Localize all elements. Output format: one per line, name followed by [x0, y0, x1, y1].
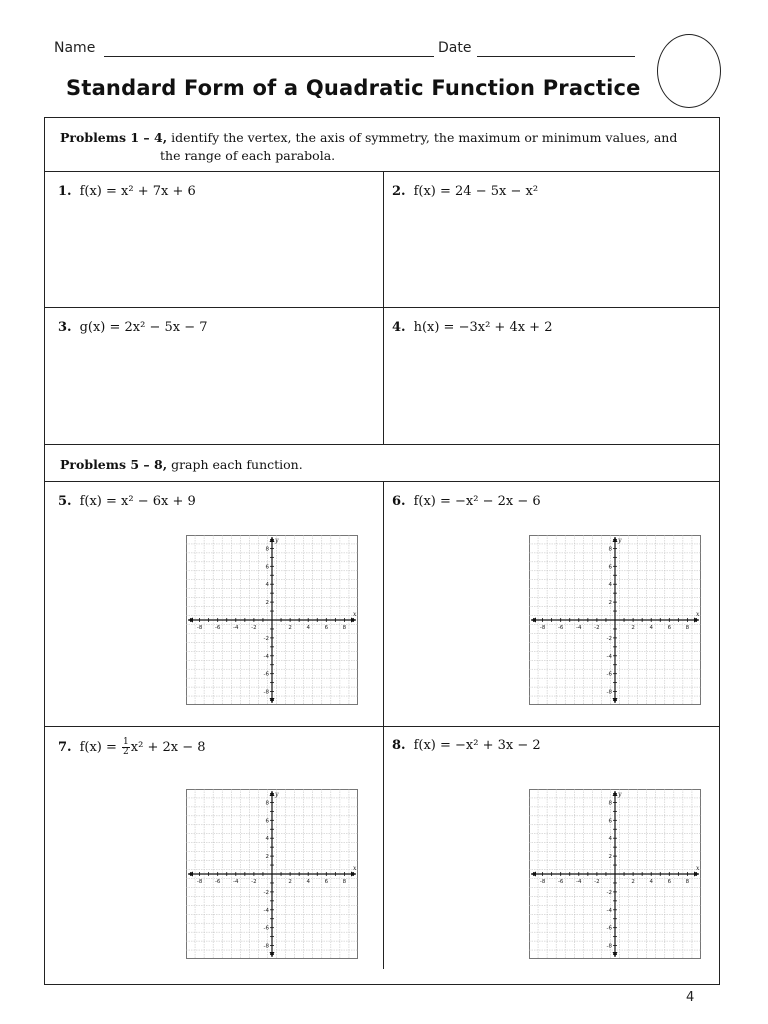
x-tick-label: 2 [631, 625, 635, 631]
problem-number: 2. [392, 184, 406, 199]
x-tick-label: 8 [685, 625, 690, 631]
y-tick-label: 6 [265, 564, 269, 571]
x-tick-label: 6 [324, 625, 329, 631]
x-tick-label: -6 [557, 625, 564, 631]
problem-5 [58, 494, 196, 509]
y-tick-label: 6 [608, 564, 612, 571]
score-circle [657, 34, 721, 108]
problem-equation: f(x) = x² + 7x + 6 [79, 184, 196, 199]
grid-svg [529, 789, 701, 959]
coordinate-grid-8[interactable] [529, 789, 701, 959]
y-tick-label: 6 [608, 818, 612, 825]
x-tick-label: 6 [324, 879, 329, 885]
problem-equation-start: f(x) = [79, 740, 122, 755]
y-tick-label: 4 [608, 582, 612, 589]
section1-instructions [60, 129, 710, 146]
coordinate-grid-5[interactable] [186, 535, 358, 705]
x-tick-label: 2 [288, 879, 292, 885]
problem-number: 3. [58, 320, 72, 335]
x-tick-label: 2 [631, 879, 635, 885]
y-tick-label: -6 [263, 671, 269, 678]
problem-number: 7. [58, 740, 72, 755]
y-axis-label: y [275, 791, 279, 798]
x-tick-label: -2 [251, 879, 257, 885]
y-tick-label: 4 [265, 582, 269, 589]
y-tick-label: 2 [265, 600, 269, 607]
x-axis-label: x [696, 865, 700, 872]
y-tick-label: -8 [263, 943, 269, 950]
problem-equation: g(x) = 2x² − 5x − 7 [79, 320, 208, 335]
problem-number: 8. [392, 738, 406, 753]
x-tick-label: -4 [233, 625, 239, 631]
section1-text2: the range of each parabola. [160, 148, 336, 163]
y-tick-label: -2 [263, 889, 269, 896]
y-tick-label: -4 [263, 907, 269, 914]
y-tick-label: -4 [263, 653, 269, 660]
x-tick-label: -8 [539, 879, 546, 885]
divider [44, 726, 720, 727]
problem-6 [392, 494, 541, 509]
grid-svg [186, 535, 358, 705]
divider [44, 171, 720, 172]
y-tick-label: 6 [265, 818, 269, 825]
x-tick-label: 4 [649, 879, 653, 885]
divider [44, 307, 720, 308]
x-tick-label: -2 [594, 879, 600, 885]
x-tick-label: 6 [667, 879, 672, 885]
y-tick-label: -6 [606, 925, 612, 932]
y-axis-label: y [275, 537, 279, 544]
problem-equation: f(x) = x² − 6x + 9 [79, 494, 196, 509]
x-tick-label: -4 [576, 879, 582, 885]
x-tick-label: 2 [288, 625, 292, 631]
x-tick-label: 8 [342, 879, 347, 885]
y-tick-label: -6 [606, 671, 612, 678]
section1-text: identify the vertex, the axis of symmetry, the maximum or minimum values, and [167, 130, 678, 145]
grid-svg [186, 789, 358, 959]
y-axis-label: y [618, 537, 622, 544]
y-tick-label: 2 [265, 854, 269, 861]
section2-instructions [60, 456, 303, 473]
y-tick-label: 4 [608, 836, 612, 843]
x-tick-label: -6 [214, 879, 221, 885]
problem-1 [58, 184, 196, 199]
page-title: Standard Form of a Quadratic Function Practice [66, 76, 641, 100]
x-axis-label: x [353, 865, 357, 872]
coordinate-grid-7[interactable] [186, 789, 358, 959]
y-tick-label: -8 [606, 943, 612, 950]
divider [44, 444, 720, 445]
x-tick-label: -8 [539, 625, 546, 631]
problem-equation-end: x² + 2x − 8 [130, 740, 206, 755]
y-tick-label: -8 [606, 689, 612, 696]
name-label: Name [54, 40, 96, 56]
y-tick-label: 8 [265, 800, 269, 807]
x-tick-label: -2 [594, 625, 600, 631]
y-tick-label: 8 [608, 546, 612, 553]
problem-number: 5. [58, 494, 72, 509]
y-tick-label: 4 [265, 836, 269, 843]
y-tick-label: -2 [606, 635, 612, 642]
name-field[interactable] [104, 56, 434, 57]
fraction-denominator: 2 [123, 747, 129, 757]
problem-4 [392, 320, 552, 335]
x-tick-label: 4 [306, 625, 310, 631]
problem-7 [58, 738, 206, 757]
x-tick-label: -4 [233, 879, 239, 885]
fraction [122, 738, 130, 757]
y-tick-label: -8 [263, 689, 269, 696]
problem-2 [392, 184, 538, 199]
y-axis-label: y [618, 791, 622, 798]
problem-number: 6. [392, 494, 406, 509]
y-tick-label: -4 [606, 653, 612, 660]
x-axis-label: x [353, 611, 357, 618]
problem-8 [392, 738, 541, 753]
x-tick-label: 8 [685, 879, 690, 885]
y-tick-label: -4 [606, 907, 612, 914]
y-tick-label: -2 [263, 635, 269, 642]
problem-equation: f(x) = 24 − 5x − x² [413, 184, 539, 199]
section1-bold: Problems 1 – 4, [60, 130, 168, 145]
x-tick-label: 4 [306, 879, 310, 885]
x-tick-label: 4 [649, 625, 653, 631]
y-tick-label: -2 [606, 889, 612, 896]
section2-text: graph each function. [167, 457, 303, 472]
x-tick-label: -4 [576, 625, 582, 631]
grid-svg [529, 535, 701, 705]
problem-equation: h(x) = −3x² + 4x + 2 [413, 320, 553, 335]
date-label: Date [438, 40, 472, 56]
x-tick-label: -8 [196, 625, 203, 631]
x-tick-label: -2 [251, 625, 257, 631]
x-axis-label: x [696, 611, 700, 618]
y-tick-label: 2 [608, 854, 612, 861]
fraction-numerator: 1 [123, 737, 129, 747]
problem-number: 4. [392, 320, 406, 335]
section2-bold: Problems 5 – 8, [60, 457, 168, 472]
page-number: 4 [686, 990, 695, 1005]
x-tick-label: -6 [214, 625, 221, 631]
y-tick-label: -6 [263, 925, 269, 932]
y-tick-label: 8 [265, 546, 269, 553]
y-tick-label: 2 [608, 600, 612, 607]
divider [383, 481, 384, 969]
y-tick-label: 8 [608, 800, 612, 807]
problem-equation: f(x) = −x² + 3x − 2 [413, 738, 541, 753]
x-tick-label: 8 [342, 625, 347, 631]
x-tick-label: -6 [557, 879, 564, 885]
problem-3 [58, 320, 208, 335]
problem-equation: f(x) = −x² − 2x − 6 [413, 494, 541, 509]
problem-number: 1. [58, 184, 72, 199]
x-tick-label: 6 [667, 625, 672, 631]
coordinate-grid-6[interactable] [529, 535, 701, 705]
x-tick-label: -8 [196, 879, 203, 885]
divider [44, 481, 720, 482]
date-field[interactable] [477, 56, 635, 57]
